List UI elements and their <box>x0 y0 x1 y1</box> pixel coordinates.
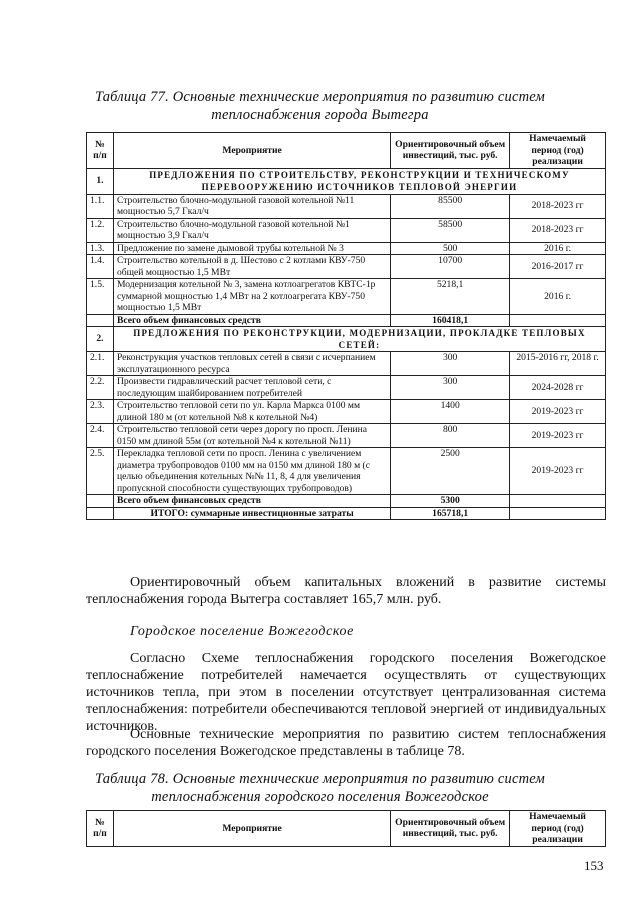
table-row <box>87 376 606 400</box>
row-measure: Модернизация котельной № 3, замена котлоагрегатов КВТС-1р суммарной мощностью 1,4 МВт на 2 котлоагрегата КВУ-750 мощностью 1,5 МВт <box>113 279 390 315</box>
row-measure: Произвести гидравлический расчет тепловой сети, с последующим шайбированием потребителей <box>113 376 390 400</box>
row-measure: Предложение по замене дымовой трубы котельной № 3 <box>113 242 390 255</box>
table78-caption-line2: теплоснабжения городского поселения Вожегодское <box>151 789 489 805</box>
section2-total-value: 5300 <box>391 495 510 508</box>
empty-cell <box>87 507 114 520</box>
header-num: № п/п <box>87 133 114 169</box>
header-period: Намечаемый период (год) реализации <box>510 133 606 169</box>
row-period: 2024-2028 гг <box>510 376 606 400</box>
row-period: 2016-2017 гг <box>510 255 606 279</box>
row-num: 2.1. <box>87 352 114 376</box>
row-investment: 85500 <box>391 194 510 218</box>
section2-num: 2. <box>87 327 114 352</box>
table78-caption <box>60 770 580 806</box>
row-investment: 500 <box>391 242 510 255</box>
section1-title: ПРЕДЛОЖЕНИЯ ПО СТРОИТЕЛЬСТВУ, РЕКОНСТРУКЦИИ И ТЕХНИЧЕСКОМУ ПЕРЕВООРУЖЕНИЮ ИСТОЧНИКОВ ТЕПЛОВОЙ ЭНЕРГИИ <box>113 168 605 194</box>
header-measure: Мероприятие <box>113 133 390 169</box>
section1-total-value: 160418,1 <box>391 314 510 327</box>
table-row <box>87 255 606 279</box>
row-num: 2.4. <box>87 424 114 448</box>
subheading-vozhegodskoe: Городское поселение Вожегодское <box>130 624 354 639</box>
table-row <box>87 279 606 315</box>
row-period: 2015-2016 гг, 2018 г. <box>510 352 606 376</box>
row-period: 2018-2023 гг <box>510 194 606 218</box>
header-investment: Ориентировочный объем инвестиций, тыс. руб. <box>391 811 510 847</box>
row-num: 1.2. <box>87 218 114 242</box>
row-investment: 300 <box>391 376 510 400</box>
row-num: 2.3. <box>87 400 114 424</box>
row-investment: 1400 <box>391 400 510 424</box>
row-num: 1.3. <box>87 242 114 255</box>
empty-cell <box>87 495 114 508</box>
table77-caption-line1: Таблица 77. Основные технические мероприятия по развитию систем <box>94 89 546 105</box>
empty-cell <box>510 314 606 327</box>
row-investment: 58500 <box>391 218 510 242</box>
table77-caption <box>60 88 580 124</box>
row-period: 2019-2023 гг <box>510 400 606 424</box>
grand-total-value: 165718,1 <box>391 507 510 520</box>
row-num: 1.4. <box>87 255 114 279</box>
row-period: 2018-2023 гг <box>510 218 606 242</box>
table78-caption-line1: Таблица 78. Основные технические мероприятия по развитию систем <box>94 771 546 787</box>
row-period: 2019-2023 гг <box>510 448 606 495</box>
header-num: № п/п <box>87 811 114 847</box>
row-measure: Строительство блочно-модульной газовой котельной №11 мощностью 5,7 Гкал/ч <box>113 194 390 218</box>
empty-cell <box>510 495 606 508</box>
row-measure: Строительство тепловой сети через дорогу по просп. Ленина 0150 мм длиной 55м (от котельной №4 к котельной №11) <box>113 424 390 448</box>
section2-total-label: Всего объем финансовых средств <box>113 495 390 508</box>
paragraph-heat-supply-scheme: Согласно Схеме теплоснабжения городского поселения Вожегодское теплоснабжение потребителей намечается осуществлять от существующих источников тепла, при этом в поселении отсутствует централизованная система теплоснабжения: потребители обеспечиваются тепловой энергией от индивидуальных источников. <box>86 651 606 734</box>
paragraph-investment-summary: Ориентировочный объем капитальных вложений в развитие системы теплоснабжения города Вытегра составляет 165,7 млн. руб. <box>86 575 606 607</box>
row-num: 2.5. <box>87 448 114 495</box>
row-num: 2.2. <box>87 376 114 400</box>
row-num: 1.1. <box>87 194 114 218</box>
header-investment: Ориентировочный объем инвестиций, тыс. руб. <box>391 133 510 169</box>
row-measure: Строительство тепловой сети по ул. Карла Маркса 0100 мм длиной 180 м (от котельной №8 к котельной №4) <box>113 400 390 424</box>
row-measure: Строительство блочно-модульной газовой котельной №1 мощностью 3,9 Гкал/ч <box>113 218 390 242</box>
section1-total-label: Всего объем финансовых средств <box>113 314 390 327</box>
table-row <box>87 218 606 242</box>
table77 <box>86 132 606 520</box>
table-row <box>87 352 606 376</box>
row-investment: 5218,1 <box>391 279 510 315</box>
section2-title: ПРЕДЛОЖЕНИЯ ПО РЕКОНСТРУКЦИИ, МОДЕРНИЗАЦИИ, ПРОКЛАДКЕ ТЕПЛОВЫХ СЕТЕЙ: <box>113 327 605 352</box>
row-period: 2019-2023 гг <box>510 424 606 448</box>
header-period: Намечаемый период (год) реализации <box>510 811 606 847</box>
grand-total-label: ИТОГО: суммарные инвестиционные затраты <box>113 507 390 520</box>
row-num: 1.5. <box>87 279 114 315</box>
empty-cell <box>510 507 606 520</box>
row-period: 2016 г. <box>510 242 606 255</box>
table-row <box>87 424 606 448</box>
row-measure: Реконструкция участков тепловых сетей в связи с исчерпанием эксплуатационного ресурса <box>113 352 390 376</box>
table-row <box>87 242 606 255</box>
row-investment: 2500 <box>391 448 510 495</box>
row-period: 2016 г. <box>510 279 606 315</box>
row-investment: 10700 <box>391 255 510 279</box>
section1-num: 1. <box>87 168 114 194</box>
row-investment: 800 <box>391 424 510 448</box>
row-measure: Перекладка тепловой сети по просп. Ленина с увеличением диаметра трубопроводов 0100 мм на 0150 мм длиной 180 м (с целью объединения котельных №№ 11, 8, 4 для увеличения пропускной способности существующих трубопроводов) <box>113 448 390 495</box>
table78 <box>86 810 606 847</box>
empty-cell <box>87 314 114 327</box>
row-measure: Строительство котельной в д. Шестово с 2 котлами КВУ-750 общей мощностью 1,5 МВт <box>113 255 390 279</box>
paragraph-table-reference: Основные технические мероприятия по развитию систем теплоснабжения городского поселения Вожегодское представлены в таблице 78. <box>86 727 606 759</box>
table-row <box>87 400 606 424</box>
row-investment: 300 <box>391 352 510 376</box>
header-measure: Мероприятие <box>113 811 390 847</box>
table-row <box>87 448 606 495</box>
table-row <box>87 194 606 218</box>
table77-caption-line2: теплоснабжения города Вытегра <box>211 107 429 123</box>
page-number: 153 <box>584 858 604 873</box>
